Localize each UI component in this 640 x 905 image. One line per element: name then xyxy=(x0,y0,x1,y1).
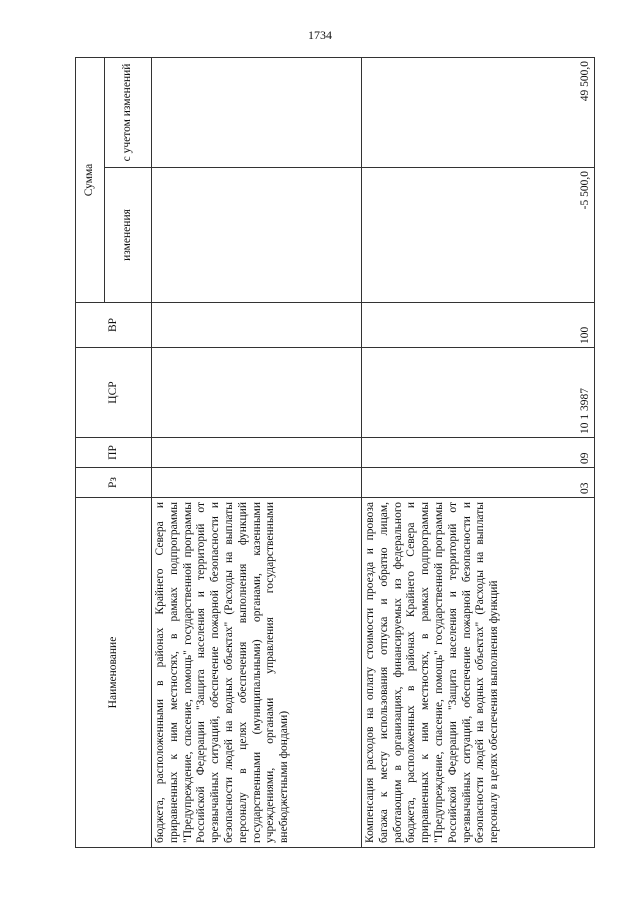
row-change xyxy=(152,168,362,303)
row-csr: 10 1 3987 xyxy=(362,348,595,438)
row-name: бюджета, расположенными в районах Крайнего Севера и приравненных к ним местностях, в рамках подпрограммы "Предупреждение, спасение, помощь" государственной программы Российской Федерации "Защита населения и территорий от чрезвычайных ситуаций, обеспечение пожарной безопасности и безопасности людей на водных объектах" (Расходы на выплаты персоналу в целях обеспечения выполнения функций государственными (муниципальными) органами, казенными учреждениями, органами управления государственными внебюджетными фондами) xyxy=(152,498,362,848)
row-rz: 03 xyxy=(362,468,595,498)
header-summa: Сумма xyxy=(76,57,105,302)
row-rz xyxy=(152,468,362,498)
header-name: Наименование xyxy=(76,498,152,848)
row-name: Компенсация расходов на оплату стоимости проезда и провоза багажа к месту использования отпуска и обратно лицам, работающим в организациях, финансируемых из федерального бюджета, расположенных в районах Крайнего Севера и приравненных к ним местностях, в рамках подпрограммы "Предупреждение, спасение, помощь" государственной программы Российской Федерации "Защита населения и территорий от чрезвычайных ситуаций, обеспечение пожарной безопасности и безопасности людей на водных объектах" (Расходы на выплаты персоналу в целях обеспечения выполнения функций xyxy=(362,498,595,848)
header-rz: Рз xyxy=(76,468,152,498)
row-with-change: 49 500,0 xyxy=(362,57,595,167)
header-csr: ЦСР xyxy=(76,348,152,438)
table-row xyxy=(152,57,362,847)
header-change: изменения xyxy=(105,168,152,303)
row-pr: 09 xyxy=(362,438,595,468)
page-number: 1734 xyxy=(308,28,332,42)
row-pr xyxy=(152,438,362,468)
row-csr xyxy=(152,348,362,438)
row-vr: 100 xyxy=(362,303,595,348)
budget-table xyxy=(75,57,595,848)
rotated-page xyxy=(75,58,595,848)
row-change: -5 500,0 xyxy=(362,168,595,303)
header-with-change: с учетом изменений xyxy=(105,57,152,167)
header-row xyxy=(76,57,105,847)
header-pr: ПР xyxy=(76,438,152,468)
header-vr: ВР xyxy=(76,303,152,348)
row-with-change xyxy=(152,57,362,167)
row-vr xyxy=(152,303,362,348)
table-row xyxy=(362,57,595,847)
